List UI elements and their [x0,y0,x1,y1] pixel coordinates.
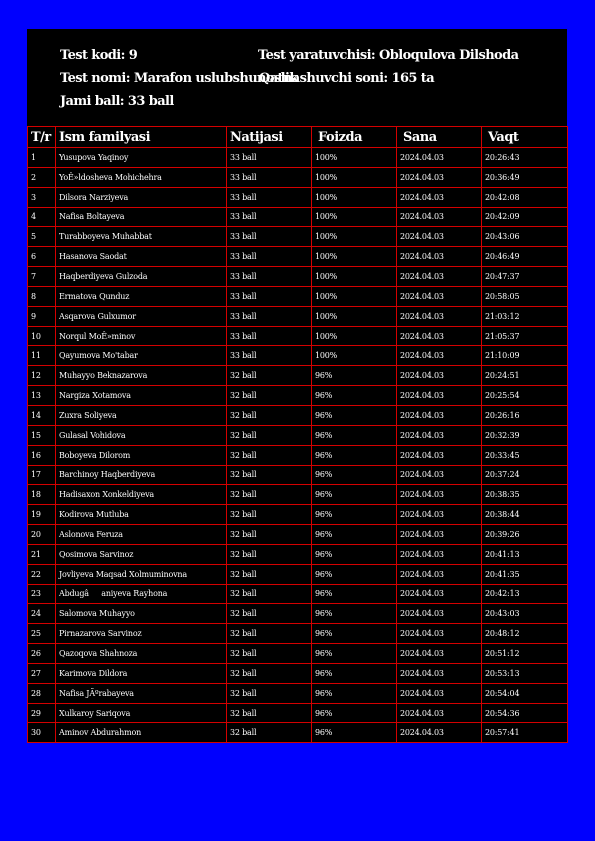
time-cell: 20:43:06 [482,227,568,247]
time-cell: 20:24:51 [482,366,568,386]
table-row [28,624,568,644]
time-cell: 20:53:13 [482,663,568,683]
date-cell: 2024.04.03 [397,584,482,604]
percent-cell: 96% [312,386,397,406]
student-name-cell: Jovliyeva Maqsad Xolmuminovna [56,564,227,584]
time-cell: 20:25:54 [482,386,568,406]
date-cell: 2024.04.03 [397,326,482,346]
table-row [28,247,568,267]
row-number-cell: 30 [28,723,56,743]
student-name-cell: Gulasal Vohidova [56,425,227,445]
date-cell: 2024.04.03 [397,425,482,445]
time-cell: 20:32:39 [482,425,568,445]
score-cell: 32 ball [227,663,312,683]
student-name-cell: Aminov Abdurahmon [56,723,227,743]
column-header: Sana [397,127,482,148]
table-row [28,148,568,168]
row-number-cell: 9 [28,306,56,326]
date-cell: 2024.04.03 [397,346,482,366]
date-cell: 2024.04.03 [397,286,482,306]
score-cell: 32 ball [227,584,312,604]
percent-cell: 96% [312,644,397,664]
percent-cell: 96% [312,405,397,425]
time-cell: 20:26:16 [482,405,568,425]
score-cell: 33 ball [227,187,312,207]
time-cell: 20:42:09 [482,207,568,227]
percent-cell: 96% [312,445,397,465]
time-cell: 21:10:09 [482,346,568,366]
row-number-cell: 17 [28,465,56,485]
table-row [28,683,568,703]
score-cell: 33 ball [227,167,312,187]
student-name-cell: Asqarova Gulxumor [56,306,227,326]
percent-cell: 96% [312,663,397,683]
row-number-cell: 27 [28,663,56,683]
time-cell: 20:42:08 [482,187,568,207]
results-sheet [27,29,567,743]
row-number-cell: 10 [28,326,56,346]
percent-cell: 100% [312,227,397,247]
row-number-cell: 2 [28,167,56,187]
percent-cell: 96% [312,525,397,545]
table-row [28,425,568,445]
percent-cell: 96% [312,465,397,485]
date-cell: 2024.04.03 [397,723,482,743]
row-number-cell: 11 [28,346,56,366]
row-number-cell: 23 [28,584,56,604]
table-row [28,267,568,287]
table-row [28,405,568,425]
row-number-cell: 5 [28,227,56,247]
percent-cell: 100% [312,306,397,326]
time-cell: 20:33:45 [482,445,568,465]
date-cell: 2024.04.03 [397,465,482,485]
time-cell: 20:58:05 [482,286,568,306]
test-code: Test kodi: 9 [60,48,138,63]
score-cell: 32 ball [227,366,312,386]
table-row [28,386,568,406]
percent-cell: 100% [312,148,397,168]
row-number-cell: 13 [28,386,56,406]
student-name-cell: Hadisaxon Xonkeldiyeva [56,485,227,505]
row-number-cell: 3 [28,187,56,207]
score-cell: 33 ball [227,306,312,326]
row-number-cell: 4 [28,207,56,227]
score-cell: 32 ball [227,465,312,485]
table-row [28,187,568,207]
time-cell: 20:46:49 [482,247,568,267]
table-row [28,544,568,564]
table-row [28,604,568,624]
date-cell: 2024.04.03 [397,624,482,644]
score-cell: 32 ball [227,624,312,644]
percent-cell: 96% [312,723,397,743]
row-number-cell: 8 [28,286,56,306]
student-name-cell: Pirnazarova Sarvinoz [56,624,227,644]
date-cell: 2024.04.03 [397,544,482,564]
percent-cell: 96% [312,564,397,584]
time-cell: 20:57:41 [482,723,568,743]
time-cell: 20:54:04 [482,683,568,703]
score-cell: 32 ball [227,445,312,465]
student-name-cell: Kodirova Mutluba [56,505,227,525]
table-header-row [28,127,568,148]
student-name-cell: Aslonova Feruza [56,525,227,545]
percent-cell: 100% [312,207,397,227]
table-row [28,306,568,326]
score-cell: 33 ball [227,207,312,227]
row-number-cell: 26 [28,644,56,664]
student-name-cell: Norqul MoÊ»minov [56,326,227,346]
percent-cell: 96% [312,485,397,505]
student-name-cell: Nafisa Boltayeva [56,207,227,227]
time-cell: 20:47:37 [482,267,568,287]
test-author: Test yaratuvchisi: Obloqulova Dilshoda [258,48,519,63]
column-header: Natijasi [227,127,312,148]
time-cell: 20:42:13 [482,584,568,604]
table-row [28,584,568,604]
date-cell: 2024.04.03 [397,405,482,425]
percent-cell: 100% [312,286,397,306]
date-cell: 2024.04.03 [397,247,482,267]
date-cell: 2024.04.03 [397,683,482,703]
test-name: Test nomi: Marafon uslubshunoslik [60,71,298,86]
time-cell: 20:37:24 [482,465,568,485]
date-cell: 2024.04.03 [397,148,482,168]
student-name-cell: Dilsora Narziyeva [56,187,227,207]
student-name-cell: Barchinoy Haqberdiyeva [56,465,227,485]
total-score: Jami ball: 33 ball [60,94,174,109]
student-name-cell: Hasanova Saodat [56,247,227,267]
row-number-cell: 12 [28,366,56,386]
time-cell: 20:51:12 [482,644,568,664]
student-name-cell: Nafisa JÃºrabayeva [56,683,227,703]
percent-cell: 100% [312,326,397,346]
table-row [28,703,568,723]
student-name-cell: Muhayyo Beknazarova [56,366,227,386]
row-number-cell: 1 [28,148,56,168]
results-table [27,126,568,743]
time-cell: 20:36:49 [482,167,568,187]
column-header: Vaqt [482,127,568,148]
table-row [28,167,568,187]
table-row [28,346,568,366]
student-name-cell: Xulkaroy Sariqova [56,703,227,723]
time-cell: 20:41:35 [482,564,568,584]
table-row [28,485,568,505]
student-name-cell: Haqberdiyeva Gulzoda [56,267,227,287]
column-header: Ism familyasi [56,127,227,148]
percent-cell: 100% [312,346,397,366]
student-name-cell: Qosimova Sarvinoz [56,544,227,564]
date-cell: 2024.04.03 [397,663,482,683]
date-cell: 2024.04.03 [397,306,482,326]
score-cell: 32 ball [227,644,312,664]
percent-cell: 96% [312,683,397,703]
table-row [28,465,568,485]
table-row [28,564,568,584]
date-cell: 2024.04.03 [397,167,482,187]
date-cell: 2024.04.03 [397,386,482,406]
student-name-cell: Yusupova Yaqinoy [56,148,227,168]
table-row [28,366,568,386]
row-number-cell: 14 [28,405,56,425]
participant-count: Qatnashuvchi soni: 165 ta [259,71,435,86]
row-number-cell: 6 [28,247,56,267]
score-cell: 32 ball [227,386,312,406]
percent-cell: 100% [312,267,397,287]
date-cell: 2024.04.03 [397,267,482,287]
percent-cell: 100% [312,247,397,267]
score-cell: 33 ball [227,227,312,247]
percent-cell: 96% [312,624,397,644]
date-cell: 2024.04.03 [397,187,482,207]
date-cell: 2024.04.03 [397,366,482,386]
date-cell: 2024.04.03 [397,445,482,465]
date-cell: 2024.04.03 [397,604,482,624]
score-cell: 32 ball [227,703,312,723]
student-name-cell: Karimova Dildora [56,663,227,683]
score-cell: 32 ball [227,425,312,445]
row-number-cell: 19 [28,505,56,525]
percent-cell: 100% [312,187,397,207]
row-number-cell: 15 [28,425,56,445]
time-cell: 20:39:26 [482,525,568,545]
percent-cell: 100% [312,167,397,187]
column-header: Foizda [312,127,397,148]
percent-cell: 96% [312,544,397,564]
row-number-cell: 20 [28,525,56,545]
time-cell: 20:26:43 [482,148,568,168]
score-cell: 32 ball [227,525,312,545]
score-cell: 32 ball [227,544,312,564]
date-cell: 2024.04.03 [397,644,482,664]
percent-cell: 96% [312,366,397,386]
student-name-cell: Qazoqova Shahnoza [56,644,227,664]
table-row [28,505,568,525]
date-cell: 2024.04.03 [397,525,482,545]
row-number-cell: 24 [28,604,56,624]
table-row [28,445,568,465]
time-cell: 20:38:35 [482,485,568,505]
date-cell: 2024.04.03 [397,564,482,584]
date-cell: 2024.04.03 [397,485,482,505]
table-row [28,207,568,227]
score-cell: 33 ball [227,247,312,267]
time-cell: 20:38:44 [482,505,568,525]
row-number-cell: 7 [28,267,56,287]
percent-cell: 96% [312,584,397,604]
score-cell: 32 ball [227,485,312,505]
student-name-cell: Boboyeva Dilorom [56,445,227,465]
score-cell: 33 ball [227,346,312,366]
student-name-cell: Ermatova Qunduz [56,286,227,306]
row-number-cell: 29 [28,703,56,723]
score-cell: 32 ball [227,564,312,584]
score-cell: 33 ball [227,326,312,346]
student-name-cell: YoÊ»ldosheva Mohichehra [56,167,227,187]
row-number-cell: 16 [28,445,56,465]
time-cell: 20:54:36 [482,703,568,723]
table-row [28,723,568,743]
score-cell: 33 ball [227,286,312,306]
student-name-cell: Abdugâaniyeva Rayhona [56,584,227,604]
time-cell: 20:48:12 [482,624,568,644]
score-cell: 33 ball [227,148,312,168]
time-cell: 20:43:03 [482,604,568,624]
date-cell: 2024.04.03 [397,207,482,227]
student-name-cell: Salomova Muhayyo [56,604,227,624]
score-cell: 32 ball [227,405,312,425]
student-name-cell: Nargiza Xotamova [56,386,227,406]
date-cell: 2024.04.03 [397,703,482,723]
score-cell: 32 ball [227,683,312,703]
table-row [28,525,568,545]
student-name-cell: Qayumova Mo'tabar [56,346,227,366]
row-number-cell: 25 [28,624,56,644]
row-number-cell: 21 [28,544,56,564]
row-number-cell: 18 [28,485,56,505]
percent-cell: 96% [312,703,397,723]
score-cell: 32 ball [227,723,312,743]
row-number-cell: 22 [28,564,56,584]
score-cell: 32 ball [227,604,312,624]
percent-cell: 96% [312,505,397,525]
time-cell: 20:41:13 [482,544,568,564]
row-number-cell: 28 [28,683,56,703]
table-row [28,227,568,247]
student-name-cell: Turabboyeva Muhabbat [56,227,227,247]
table-row [28,286,568,306]
column-header: T/r [28,127,56,148]
score-cell: 33 ball [227,267,312,287]
percent-cell: 96% [312,604,397,624]
table-row [28,644,568,664]
percent-cell: 96% [312,425,397,445]
student-name-cell: Zuxra Soliyeva [56,405,227,425]
time-cell: 21:03:12 [482,306,568,326]
time-cell: 21:05:37 [482,326,568,346]
table-row [28,326,568,346]
date-cell: 2024.04.03 [397,505,482,525]
score-cell: 32 ball [227,505,312,525]
date-cell: 2024.04.03 [397,227,482,247]
table-row [28,663,568,683]
